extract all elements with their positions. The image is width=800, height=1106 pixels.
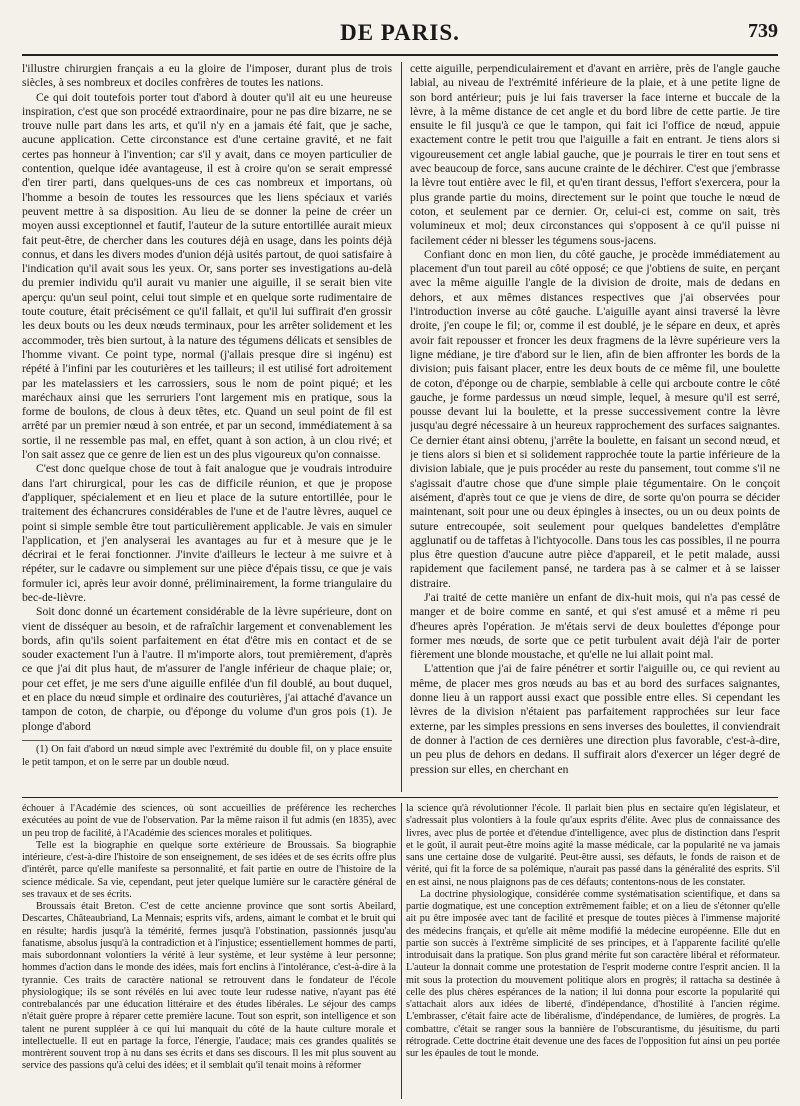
lower-section [22, 803, 778, 1101]
paragraph: l'illustre chirurgien français a eu la gloire de l'imposer, durant plus de trois siècles, à ses nombreux et dociles confrères de toutes les nations. [22, 62, 392, 90]
feuilleton-separator [22, 797, 778, 798]
column-divider [401, 62, 402, 792]
header-rule [22, 54, 778, 56]
paragraph: Ce qui doit toutefois porter tout d'abord à douter qu'il ait eu une heureuse inspiration, c'est que son procédé extraordinaire, pour ne pas dire bizarre, ne se trouve nulle part dans les arts, et qu'il n'y en a jamais été fait, que je sache, aucune application. Cette circonstance est d'une certaine gravité, et ne fait certes pas honneur à l'invention; car s'il y avait, dans ce moyen particulier de contention, quelque idée avantageuse, il est à croire qu'on se serait empressé d'en tirer parti, dans quelques-uns de ces cas nombreux et importans, où l'homme a besoin de toutes les ressources que les liens spéciaux et variés peuvent mettre à sa disposition. Au lieu de se donner la peine de créer un moyen aussi exceptionnel et fautif, l'auteur de la suture entortillée aurait mieux fait peut-être, de chercher dans les coutures déjà en usage, dans les points déjà connus, et dans les divers modes d'union déjà usités partout, de quoi satisfaire à l'indication qu'il avait sous les yeux. Or, sans porter ses investigations au-delà du premier individu qu'il aurait vu manier une aiguille, il se serait bien vite aperçu: qu'un seul point, celui tout simple et en quelque sorte rudimentaire de toute couture, était précisément ce qu'il fallait, et qu'il lui suffirait d'en grossir les deux bouts ou les deux nœuds terminaux, pour les arrêter solidement et les accommoder, très bien surtout, à la nature des tégumens délicats et sensibles de l'homme vivant. Ce point type, normal (j'allais presque dire si ingénu) est répété à l'infini par les couturières et les tailleurs; il est utilisé fort adroitement par les matelassiers et les carrossiers, sous le nom de point piqué; et les maréchaux ainsi que les serruriers l'ont largement mis en pratique, sous la forme de boulons, de clous à deux têtes, etc. Quand un seul point de fil est arrêté par un premier nœud à son entrée, et par un second, immédiatement à sa sortie, il ne ressemble pas mal, en effet, quant à son action, à un clou rivé; et l'on sait assez que ce genre de lien est un des plus vigoureux qu'on connaisse. [22, 90, 392, 462]
paragraph: échouer à l'Académie des sciences, où sont accueillies de préférence les recherches exécutées au point de vue de l'observation. Par la même raison il fut admis (en 1835), avec un peu trop de facilité, à l'Académie des sciences morales et politiques. [22, 803, 396, 839]
upper-left-column [22, 62, 392, 792]
upper-section [22, 62, 778, 792]
paragraph: Soit donc donné un écartement considérable de la lèvre supérieure, dont on vient de disséquer au besoin, et de rafraîchir largement et convenablement les bords, afin qu'ils soient parfaitement en état d'être mis en contact et de se souder exactement l'un à l'autre. Il m'importe alors, tout premièrement, d'après ce que j'ai dit plus haut, de m'assurer de l'angle inférieur de chaque plaie; or, pour cet effet, je me sers d'une aiguille enfilée d'un fil doublé, au bout duquel, et en place du nœud simple et ordinaire des couturières, j'ai attaché d'avance un tampon de coton, de charpie, ou d'éponge du volume d'un gros pois (1). Je plonge d'abord [22, 605, 392, 733]
paragraph: J'ai traité de cette manière un enfant de dix-huit mois, qui n'a pas cessé de manger et de boire comme en santé, et qui s'est amusé et a même ri peu d'heures après l'opération. Je m'étais servi de deux boulettes d'éponge pour former mes nœuds, de sorte que ce petit turbulent avait déjà l'air de porter fièrement une blonde moustache, et qu'elle ne lui allait point mal. [410, 590, 780, 662]
paragraph: Telle est la biographie en quelque sorte extérieure de Broussais. Sa biographie intérieure, c'est-à-dire l'histoire de son enseignement, de ses idées et de ses écrits offre plus d'intérêt, parce qu'elle manifeste sa personnalité, et fait partie en outre de l'histoire de la science médicale. Sa vie, cependant, peut jeter quelque lumière sur le caractère général de ses travaux et de ses écrits. [22, 839, 396, 900]
paragraph: cette aiguille, perpendiculairement et d'avant en arrière, près de l'angle gauche labial, au niveau de l'extrémité inférieure de la plaie, et à une petite ligne de son bord antérieur; puis je lui fais traverser la face interne et buccale de la lèvre, à la même distance de cet angle et du bord libre de cette partie. Je tire ensuite le fil jusqu'à ce que le tampon, qui fait ici l'office de nœud, appuie exactement contre le petit trou que l'aiguille a fait en entrant. Je tiens alors si vigoureusement cet angle labial gauche, que je pourrais le tirer en tout sens et avec beaucoup de force, sans aucune crainte de le déchirer. C'est que j'embrasse la lèvre tout entière avec le fil, et qu'en tirant dessus, l'effort s'exercera, pour la plus grande partie du moins, directement sur le point que touche le nœud de coton, et seulement par ce dernier. Or, celui-ci est, comme on sait, très volumineux et mol; deux circonstances qui s'opposent à ce qu'il puisse ni facilement céder ni blesser les tégumens sous-jacens. [410, 62, 780, 247]
paragraph: C'est donc quelque chose de tout à fait analogue que je voudrais introduire dans l'art chirurgical, pour les cas de difficile réunion, et que je propose d'appliquer, spécialement et en lieu et place de la suture entortillée, pour le traitement des échancrures considérables de l'une et de l'autre lèvres, auquel ce point si simple semble être tout particulièrement applicable. Je vais en simuler l'application, et j'en analyserai les avantages au fur et à mesure que je le décrirai et le ferai fonctionner. J'invite d'ailleurs le lecteur à me suivre et à répéter, sur le cadavre ou simplement sur une pièce d'épais tissu, ce que je vais formuler ici, après leur avoir donné, préliminairement, la forme triangulaire du bec-de-lièvre. [22, 462, 392, 604]
paragraph: L'attention que j'ai de faire pénétrer et sortir l'aiguille ou, ce qui revient au même, de placer mes gros nœuds au bas et au bord des surfaces saignantes, donne lieu à un rapport aussi exact que possible entre elles. Si cependant les lèvres de la division n'étaient pas parfaitement rapprochées sur leur face externe, par les simples pressions en sens inverses des boulettes, il conviendrait de donner à l'action de ces dernières une direction plus favorable, c'est-à-dire, un peu plus de dehors en dedans. Il suffirait alors d'exercer un léger degré de pression sur elles, en cherchant en [410, 662, 780, 776]
upper-right-column [410, 62, 780, 792]
page-number: 739 [748, 20, 778, 42]
page-header [22, 8, 778, 58]
paragraph: la science qu'à révolutionner l'école. Il parlait bien plus en sectaire qu'en législateur, et s'adressait plus volontiers à la foule qu'aux esprits d'élite. Avec plus de connaissance des livres, avec plus de portée et d'étendue d'intelligence, avec plus de distinction dans l'esprit et le goût, il aurait peut-être moins agité la masse médicale, car la popularité ne va jamais sans une certaine dose de vulgarité. Peut-être aussi, ses défauts, le fonds de raison et de vérité, qui fit la force de sa polémique, n'aurait pas passé dans la généralité des esprits. S'il en est ainsi, ne nous plaignons pas de ces défauts; contentons-nous de les constater. [406, 803, 780, 888]
paragraph: La doctrine physiologique, considérée comme systématisation scientifique, et dans sa partie dogmatique, est une conception extrêmement faible; et on a lieu de s'étonner qu'elle ait pu être imposée avec tant de facilité et presque de toutes pièces à l'immense majorité des médecins français, et qu'elle ait même modifié la médecine européenne. Elle dut en partie son succès à l'extrême simplicité de ses principes, et à l'apparente facilité qu'elle introduisait dans la pratique. Son plus grand mérite fut son caractère libéral et réformateur. L'auteur la donnait comme une protestation de l'esprit moderne contre l'esprit ancien. Il la mit sous la protection du mouvement politique alors en progrès; il rattacha sa destinée à celle des plus chères espérances de la nation; il lui donna pour escorte la popularité qui s'attachait alors aux idées de liberté, d'indépendance, d'hostilité à l'ancien régime. L'embrasser, c'était faire acte de libéralisme, d'indépendance, de lumières, de progrès. La combattre, c'était se ranger sous la bannière de l'obscurantisme, du jésuitisme, du parti rétrograde. Cette doctrine était devenue une des faces de l'opposition fut ainsi un peu portée sur les épaules de tout le monde. [406, 888, 780, 1059]
column-divider [401, 803, 402, 1099]
lower-right-column [406, 803, 780, 1101]
paragraph: Broussais était Breton. C'est de cette ancienne province que sont sortis Abeilard, Descartes, Châteaubriand, La Mennais; esprits vifs, ardens, aimant le combat et le bruit qui en résulte; hardis jusqu'à la témérité, fermes jusqu'à l'obstination, passionnés jusqu'au fanatisme, absolus jusqu'à la contradiction et à l'injustice; essentiellement hommes de parti, mais subordonnant volontiers la vérité à leur système, et leur système à leur personne; hommes d'action dans le monde des idées, mais fort enclins à l'intolérance, c'est-à-dire à la tyrannie. Ces traits de caractère national se retrouvent dans le fondateur de l'école physiologique; ils se sont révélés en lui avec toute leur rudesse native, n'ayant pas été contrebalancés par une éducation littéraire et des études libérales. Le séjour des camps n'était guère propre à réparer cette première lacune. Tout son esprit, son intelligence et son talent ne purent suppléer à ce qui lui manquait du côté de la haute culture morale et intellectuelle. Il eut en partage la force, l'énergie, l'audace; mais ces grandes qualités se montrèrent souvent trop à nu dans ses écrits et dans ses discours. Il les mit plus souvent au service des passions qu'à celui des idées; et il semblait qu'il tenait moins à réformer [22, 901, 396, 1072]
footnote-rule [22, 740, 392, 741]
footnote: (1) On fait d'abord un nœud simple avec l'extrémité du double fil, on y place ensuite le petit tampon, et on le serre par un double nœud. [22, 743, 392, 768]
paragraph: Confiant donc en mon lien, du côté gauche, je procède immédiatement au placement d'un tout pareil au côté opposé; ce que j'obtiens de suite, en perçant avec la même aiguille l'angle de la division de droite, mais de dedans en dehors, et aux mêmes distances respectives que j'ai observées pour l'introduction inverse au côté gauche. L'aiguille ayant ainsi traversé la lèvre droite, j'en coupe le fil; or, comme il est doublé, je le sépare en deux, et après avoir fait repousser et froncer les deux fragmens de la lèvre supérieure vers la ligne médiane, je tire d'abord sur le lien, afin de bien affronter les bords de la division; puis faisant placer, entre les deux bouts de ce même fil, une boulette de coton, d'éponge ou de charpie, semblable à celle qui arcboute contre le côté gauche, je forme pardessus un nœud simple, lequel, à mesure qu'il est serré, pousse devant lui la boulette, et la presse successivement contre la lèvre jusqu'au degré nécessaire à un heureux rapprochement des surfaces saignantes. Ce dernier étant ainsi obtenu, j'arrête la boulette, en faisant un second nœud, et je tiens alors si bien et si solidement rapprochée toute la partie inférieure de la division labiale, que je puis procéder au reste du pansement, tout comme s'il ne s'agissait d'autre chose que d'une simple plaie tégumentaire. On le conçoit aisément, d'après tout ce que je viens de dire, de sorte qu'on pourra se décider maintenant, soit pour une ou deux épingles à insectes, ou un ou deux points de suture entrecoupée, soit seulement pour quelques bandelettes d'emplâtre agglunatif ou de taffetas à l'ichtyocolle. Dans tous les cas possibles, il ne pourra plus être question d'aucune autre pièce d'appareil, et le petit malade, aussi rapidement que facilement pansé, ne tardera pas à se calmer et à se laisser distraire. [410, 247, 780, 590]
lower-left-column [22, 803, 396, 1101]
running-title: DE PARIS. [340, 20, 460, 45]
